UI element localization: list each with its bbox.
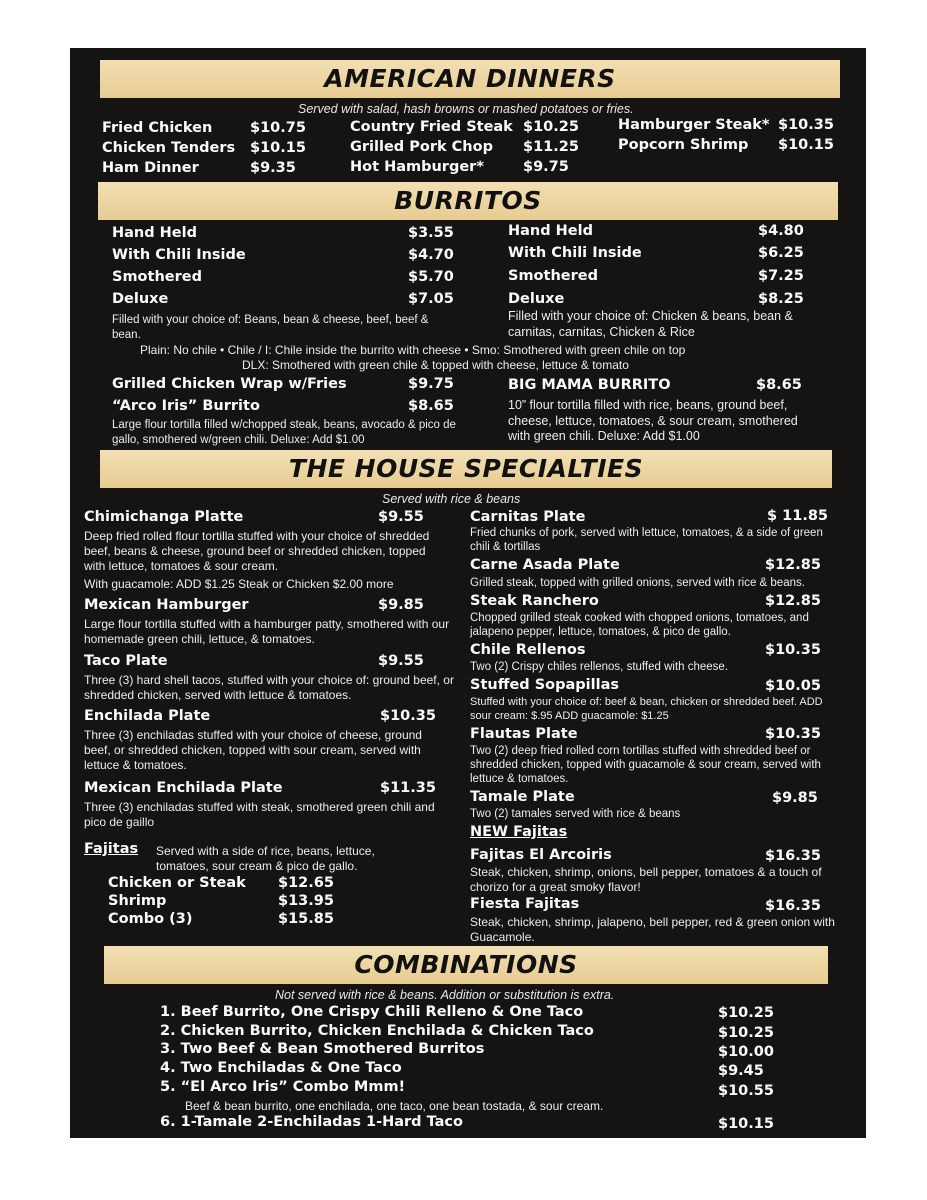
menu-item-price: $9.85 xyxy=(378,597,424,613)
combo-item-price: $10.15 xyxy=(718,1116,774,1132)
menu-item-name: With Chili Inside xyxy=(112,247,246,263)
menu-item-name: Grilled Chicken Wrap w/Fries xyxy=(112,376,347,392)
menu-item-description: Fried chunks of pork, served with lettuce, tomatoes, & a side of green chili & tortillas xyxy=(470,527,823,553)
menu-item-name: Fried Chicken xyxy=(102,120,213,136)
combo-item-price: $10.55 xyxy=(718,1083,774,1099)
menu-item-name: Taco Plate xyxy=(84,653,168,669)
menu-item-name: Ham Dinner xyxy=(102,160,199,176)
combo-item-name: 1. Beef Burrito, One Crispy Chili Relleno & One Taco xyxy=(160,1004,584,1020)
menu-item-price: $7.05 xyxy=(408,291,454,307)
menu-item-price: $3.55 xyxy=(408,225,454,241)
combo-item-name: 2. Chicken Burrito, Chicken Enchilada & Chicken Taco xyxy=(160,1023,594,1039)
menu-item-name: Popcorn Shrimp xyxy=(618,137,749,153)
fajitas-item-name: Combo (3) xyxy=(108,911,193,927)
menu-item-name: Hamburger Steak* xyxy=(618,117,770,133)
menu-item-price: $8.65 xyxy=(756,377,802,393)
new-fajitas-heading: NEW Fajitas xyxy=(470,824,568,840)
combo-item-name: 5. “El Arco Iris” Combo Mmm! xyxy=(160,1079,406,1095)
menu-item-description: Two (2) tamales served with rice & beans xyxy=(470,808,681,820)
menu-item-name: Carnitas Plate xyxy=(470,509,586,525)
menu-item-name: Hot Hamburger* xyxy=(350,159,484,175)
menu-item-name: Deluxe xyxy=(112,291,169,307)
menu-item-name: Tamale Plate xyxy=(470,789,575,805)
burritos-legend-line-2: DLX: Smothered with green chile & topped with cheese, lettuce & tomato xyxy=(242,358,629,372)
menu-item-price: $10.75 xyxy=(250,120,306,136)
combo-item-name: 3. Two Beef & Bean Smothered Burritos xyxy=(160,1041,485,1057)
menu-item-price: $4.80 xyxy=(758,223,804,239)
menu-item-name: Hand Held xyxy=(508,223,593,239)
combinations-note: Not served with rice & beans. Addition or substitution is extra. xyxy=(275,988,615,1002)
menu-item-price: $10.15 xyxy=(250,140,306,156)
menu-item-name: Mexican Enchilada Plate xyxy=(84,780,283,796)
menu-item-name: Deluxe xyxy=(508,291,565,307)
combo-item-description: Beef & bean burrito, one enchilada, one taco, one bean tostada, & sour cream. xyxy=(185,1099,604,1113)
menu-item-price: $10.35 xyxy=(778,117,834,133)
fajitas-item-name: Chicken or Steak xyxy=(108,875,246,891)
menu-item-price: $5.70 xyxy=(408,269,454,285)
menu-item-price: $4.70 xyxy=(408,247,454,263)
menu-item-name: Grilled Pork Chop xyxy=(350,139,493,155)
menu-item-description: Three (3) hard shell tacos, stuffed with your choice of: ground beef, or shredded chicken, served with lettuce & tomatoes. xyxy=(84,673,454,702)
menu-item-description: Deep fried rolled flour tortilla stuffed with your choice of shredded beef, beans & cheese, ground beef or shredded chicken, topped with lettuce, tomatoes & sour cream. xyxy=(84,529,430,573)
menu-item-price: $ 11.85 xyxy=(767,508,829,524)
menu-item-price: $12.85 xyxy=(765,557,821,573)
fajitas-heading: Fajitas xyxy=(84,841,139,857)
menu-item-price: $16.35 xyxy=(765,898,821,914)
combo-item-name: 4. Two Enchiladas & One Taco xyxy=(160,1060,402,1076)
burritos-left-description: Filled with your choice of: Beans, bean & cheese, beef, beef & bean. xyxy=(112,314,429,341)
menu-item-price: $9.35 xyxy=(250,160,296,176)
menu-item-name: Carne Asada Plate xyxy=(470,557,620,573)
menu-item-name: Smothered xyxy=(508,268,598,284)
menu-item-description: Two (2) Crispy chiles rellenos, stuffed with cheese. xyxy=(470,661,729,673)
menu-item-name: Smothered xyxy=(112,269,202,285)
menu-item-price: $6.25 xyxy=(758,245,804,261)
menu-item-description: 10” flour tortilla filled with rice, beans, ground beef, cheese, lettuce, tomatoes, & sour cream, smothered with green chili. Deluxe: Add $1.00 xyxy=(508,398,798,443)
menu-item-name: Mexican Hamburger xyxy=(84,597,249,613)
menu-item-price: $8.65 xyxy=(408,398,454,414)
fajitas-description: Served with a side of rice, beans, lettuce, tomatoes, sour cream & pico de gallo. xyxy=(156,844,375,873)
menu-item-name: Fajitas El Arcoiris xyxy=(470,847,612,863)
house-specialties-note: Served with rice & beans xyxy=(382,492,521,506)
menu-item-description: Grilled steak, topped with grilled onions, served with rice & beans. xyxy=(470,577,805,589)
house-specialties-banner: THE HOUSE SPECIALTIES xyxy=(100,450,832,488)
menu-item-name: Hand Held xyxy=(112,225,197,241)
menu-item-name: Flautas Plate xyxy=(470,726,578,742)
menu-item-description: Large flour tortilla filled w/chopped steak, beans, avocado & pico de gallo, smothered w/green chili. Deluxe: Add $1.00 xyxy=(112,419,456,446)
menu-item-price: $8.25 xyxy=(758,291,804,307)
menu-item-price: $10.35 xyxy=(765,726,821,742)
menu-item-price: $16.35 xyxy=(765,848,821,864)
menu-item-name: Steak Ranchero xyxy=(470,593,599,609)
menu-item-name: “Arco Iris” Burrito xyxy=(112,398,260,414)
menu-item-price: $9.55 xyxy=(378,509,424,525)
menu-item-price: $10.35 xyxy=(380,708,436,724)
fajitas-item-price: $13.95 xyxy=(278,893,334,909)
menu-item-name: BIG MAMA BURRITO xyxy=(508,377,671,393)
fajitas-item-price: $12.65 xyxy=(278,875,334,891)
menu-item-description: Two (2) deep fried rolled corn tortillas stuffed with shredded beef or shredded chicken, topped with guacamole & sour cream, served with lettuce & tomatoes. xyxy=(470,745,821,785)
menu-item-name: Chicken Tenders xyxy=(102,140,236,156)
combo-item-price: $10.25 xyxy=(718,1005,774,1021)
menu-item-name: Chimichanga Platte xyxy=(84,509,244,525)
menu-item-price: $9.55 xyxy=(378,653,424,669)
burritos-banner: BURRITOS xyxy=(98,182,838,220)
combo-item-price: $10.25 xyxy=(718,1025,774,1041)
menu-item-price: $10.15 xyxy=(778,137,834,153)
menu-item-price: $9.75 xyxy=(523,159,569,175)
menu-item-name: With Chili Inside xyxy=(508,245,642,261)
menu-item-name: Enchilada Plate xyxy=(84,708,211,724)
fajitas-item-name: Shrimp xyxy=(108,893,167,909)
menu-item-description: Steak, chicken, shrimp, onions, bell pepper, tomatoes & a touch of chorizo for a great smoky flavor! xyxy=(470,865,822,894)
menu-item-description: Three (3) enchiladas stuffed with your choice of cheese, ground beef, or shredded chicken, topped with sour cream, served with lettuce & tomatoes. xyxy=(84,728,422,772)
menu-item-description: Chopped grilled steak cooked with chopped onions, tomatoes, and jalapeno pepper, lettuce, tomatoes, & pico de gallo. xyxy=(470,612,809,638)
menu-item-extra: With guacamole: ADD $1.25 Steak or Chicken $2.00 more xyxy=(84,577,394,591)
burritos-legend-line-1: Plain: No chile • Chile / I: Chile inside the burrito with cheese • Smo: Smothered with green chile on top xyxy=(140,343,686,357)
combinations-banner: COMBINATIONS xyxy=(104,946,828,984)
combo-item-price: $10.00 xyxy=(718,1044,774,1060)
menu-item-price: $10.35 xyxy=(765,642,821,658)
menu-item-price: $9.75 xyxy=(408,376,454,392)
menu-item-name: Chile Rellenos xyxy=(470,642,586,658)
combo-item-price: $9.45 xyxy=(718,1063,764,1079)
menu-item-price: $10.05 xyxy=(765,678,821,694)
menu-item-price: $12.85 xyxy=(765,593,821,609)
menu-board xyxy=(70,48,866,1138)
american-dinners-banner: AMERICAN DINNERS xyxy=(100,60,840,98)
menu-item-name: Stuffed Sopapillas xyxy=(470,677,619,693)
menu-item-description: Steak, chicken, shrimp, jalapeno, bell pepper, red & green onion with Guacamole. xyxy=(470,915,835,944)
fajitas-item-price: $15.85 xyxy=(278,911,334,927)
menu-item-name: Country Fried Steak xyxy=(350,119,513,135)
combo-item-name: 6. 1-Tamale 2-Enchiladas 1-Hard Taco xyxy=(160,1114,463,1130)
menu-item-description: Large flour tortilla stuffed with a hamburger patty, smothered with our homemade green chili, lettuce, & tomatoes. xyxy=(84,617,450,646)
menu-item-description: Stuffed with your choice of: beef & bean, chicken or shredded beef. ADD sour cream: $.95 ADD guacamole: $1.25 xyxy=(470,696,823,722)
american-dinners-note: Served with salad, hash browns or mashed potatoes or fries. xyxy=(298,102,634,116)
menu-item-price: $9.85 xyxy=(772,790,818,806)
menu-item-price: $11.25 xyxy=(523,139,579,155)
menu-item-price: $7.25 xyxy=(758,268,804,284)
burritos-right-description: Filled with your choice of: Chicken & beans, bean & carnitas, carnitas, Chicken & Rice xyxy=(508,309,793,339)
menu-item-name: Fiesta Fajitas xyxy=(470,896,580,912)
menu-item-price: $10.25 xyxy=(523,119,579,135)
menu-item-description: Three (3) enchiladas stuffed with steak, smothered green chili and pico de gaillo xyxy=(84,800,435,829)
menu-item-price: $11.35 xyxy=(380,780,436,796)
